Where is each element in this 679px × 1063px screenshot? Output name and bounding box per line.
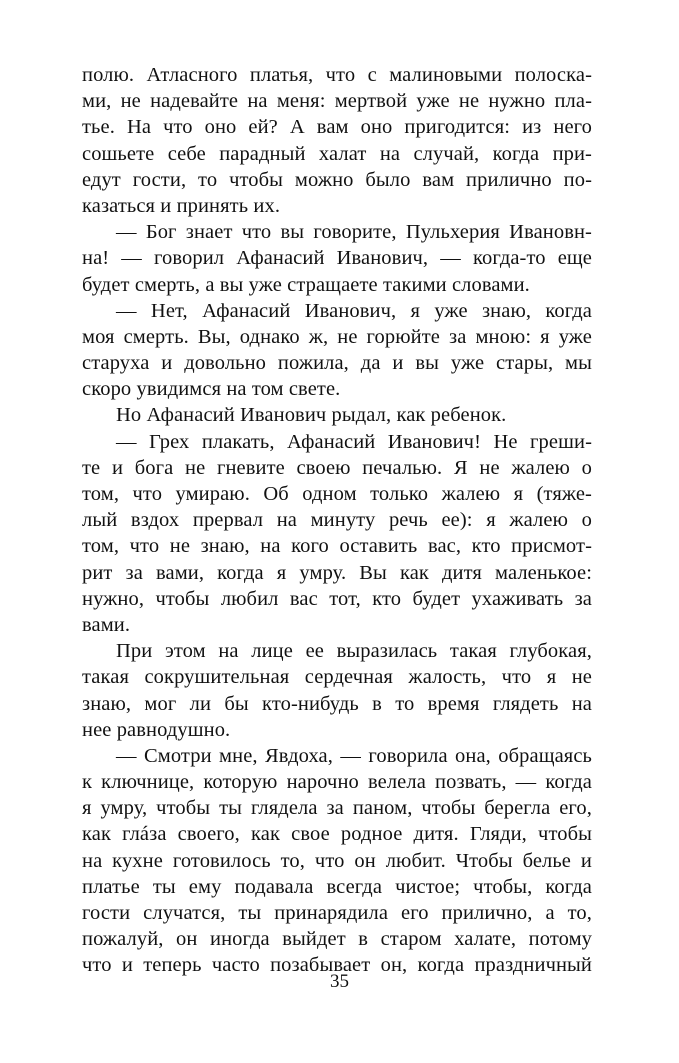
- text-line: пожалуй, он иногда выйдет в старом халате, потому: [82, 928, 592, 951]
- text-line: — Грех плакать, Афанасий Иванович! Не греши-: [116, 430, 592, 453]
- text-line: знаю, мог ли бы кто-нибудь в то время глядеть на: [82, 692, 592, 715]
- text-block: [82, 62, 592, 979]
- text-line: нужно, чтобы любил вас тот, кто будет ухаживать за: [82, 587, 592, 610]
- text-line: том, что умираю. Об одном только жалею я (тяже-: [82, 483, 592, 505]
- text-line: гости случатся, ты принарядила его прилично, а то,: [82, 902, 592, 924]
- text-line: такая сокрушительная сердечная жалость, что я не: [82, 666, 592, 689]
- text-line: казаться и принять их.: [82, 194, 281, 217]
- text-line: к ключнице, которую нарочно велела позвать, — когда: [82, 771, 592, 794]
- text-line: будет смерть, а вы уже стращаете такими словами.: [82, 273, 530, 296]
- text-line: ми, не надевайте на меня: мертвой уже не нужно пла-: [82, 90, 592, 113]
- text-line: сошьете себе парадный халат на случай, когда при-: [82, 142, 592, 165]
- text-line: рит за вами, когда я умру. Вы как дитя маленькое:: [82, 561, 592, 584]
- text-line: как глáза своего, как свое родное дитя. Гляди, чтобы: [82, 823, 592, 846]
- text-line: я умру, чтобы ты глядела за паном, чтобы берегла его,: [82, 797, 592, 820]
- text-line: тье. На что оно ей? А вам оно пригодится: из него: [82, 116, 592, 139]
- text-line: вами.: [82, 613, 131, 636]
- text-line: на! — говорил Афанасий Иванович, — когда-то еще: [82, 247, 592, 270]
- text-line: на кухне готовилось то, что он любит. Чтобы белье и: [82, 849, 592, 872]
- text-line: нее равнодушно.: [82, 718, 231, 741]
- text-line: те и бога не гневите своею печалью. Я не жалею о: [82, 456, 592, 479]
- text-line: — Бог знает что вы говорите, Пульхерия Ивановн-: [116, 221, 592, 244]
- page-body: [82, 62, 592, 979]
- text-line: — Смотри мне, Явдоха, — говорила она, обращаясь: [116, 744, 592, 767]
- text-line: том, что не знаю, на кого оставить вас, кто присмот-: [82, 535, 592, 558]
- text-line: едут гости, то чтобы можно было вам прилично по-: [82, 168, 592, 191]
- text-line: скоро увидимся на том свете.: [82, 378, 341, 401]
- text-line: Но Афанасий Иванович рыдал, как ребенок.: [116, 404, 507, 427]
- text-line: полю. Атласного платья, что с малиновыми полоска-: [82, 64, 592, 86]
- text-line: моя смерть. Вы, однако ж, не горюйте за мною: я уже: [82, 325, 592, 348]
- text-line: При этом на лице ее выразилась такая глубокая,: [116, 640, 592, 663]
- text-line: что и теперь часто позабывает он, когда праздничный: [82, 954, 592, 977]
- text-line: лый вздох прервал на минуту речь ее): я жалею о: [82, 509, 592, 532]
- page-number: 35: [330, 971, 349, 992]
- text-line: старуха и довольно пожила, да и вы уже стары, мы: [82, 352, 592, 375]
- text-line: — Нет, Афанасий Иванович, я уже знаю, когда: [116, 299, 592, 322]
- text-line: платье ты ему подавала всегда чистое; чтобы, когда: [82, 875, 592, 898]
